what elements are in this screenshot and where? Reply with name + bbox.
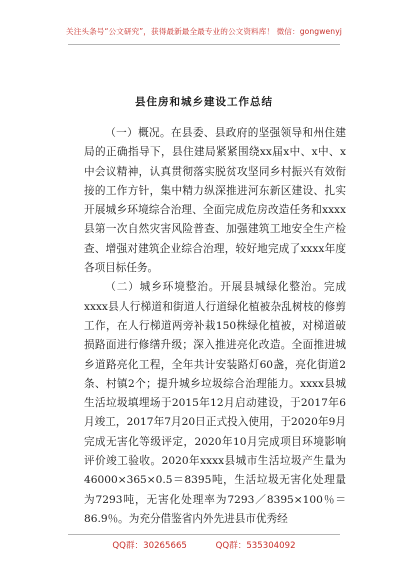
document-title: 县住房和城乡建设工作总结 — [135, 96, 273, 108]
footer-qq-group-1: QQ群：30265665 — [112, 541, 187, 551]
paragraph-environment-improvement: （二）城乡环境整治。开展县城绿化整治。完成xxxx县人行梯道和街道人行道绿化植被杂乱树枝的修剪工作，在人行梯道两旁补栽150株绿化植被，对梯道破损路面进行修缮升级；深入推进亮化改造。全面推进城乡道路亮化工程，全年共计安装路灯60盏，亮化街道2条、村镇2个；提升城乡垃圾综合治理能力。xxxx县城生活垃圾填埋场于2015年12月启动建设，于2017年6月竣工，2017年7月20日正式投入使用，于2020年9月完成无害化等级评定，2020年10月完成项目环境影响评价竣工验收。2020年xxxx县城市生活垃圾产生量为46000×365×0.5＝8395吨，生活垃圾无害化处理量为7293吨，无害化处理率为7293／8395×100％＝86.9％。为充分借鉴省内外先进县市优秀经 — [84, 281, 346, 525]
paragraph-overview: （一）概况。在县委、县政府的坚强领导和州住建局的正确指导下，县住建局紧紧围绕xx届x中、x中、x中会议精神，认真贯彻落实脱贫攻坚同乡村振兴有效衔接的工作方针，集中精力纵深推进河东新区建设、扎实开展城乡环境综合治理、全面完成危房改造任务和xxxx县第一次自然灾害风险普查、加强建筑工地安全生产检查、增强对建筑企业综合治理，较好地完成了xxxx年度各项目标任务。 — [84, 127, 346, 275]
header-divider — [68, 44, 340, 45]
footer-qq-group-2: QQ群：535304092 — [215, 541, 296, 551]
document-body — [84, 124, 346, 529]
header-banner: 关注头条号“公文研究”，获得最新最全最专业的公文资料库！ 微信：gongwenyj — [66, 27, 342, 36]
footer — [0, 539, 408, 551]
footer-divider — [68, 534, 340, 535]
